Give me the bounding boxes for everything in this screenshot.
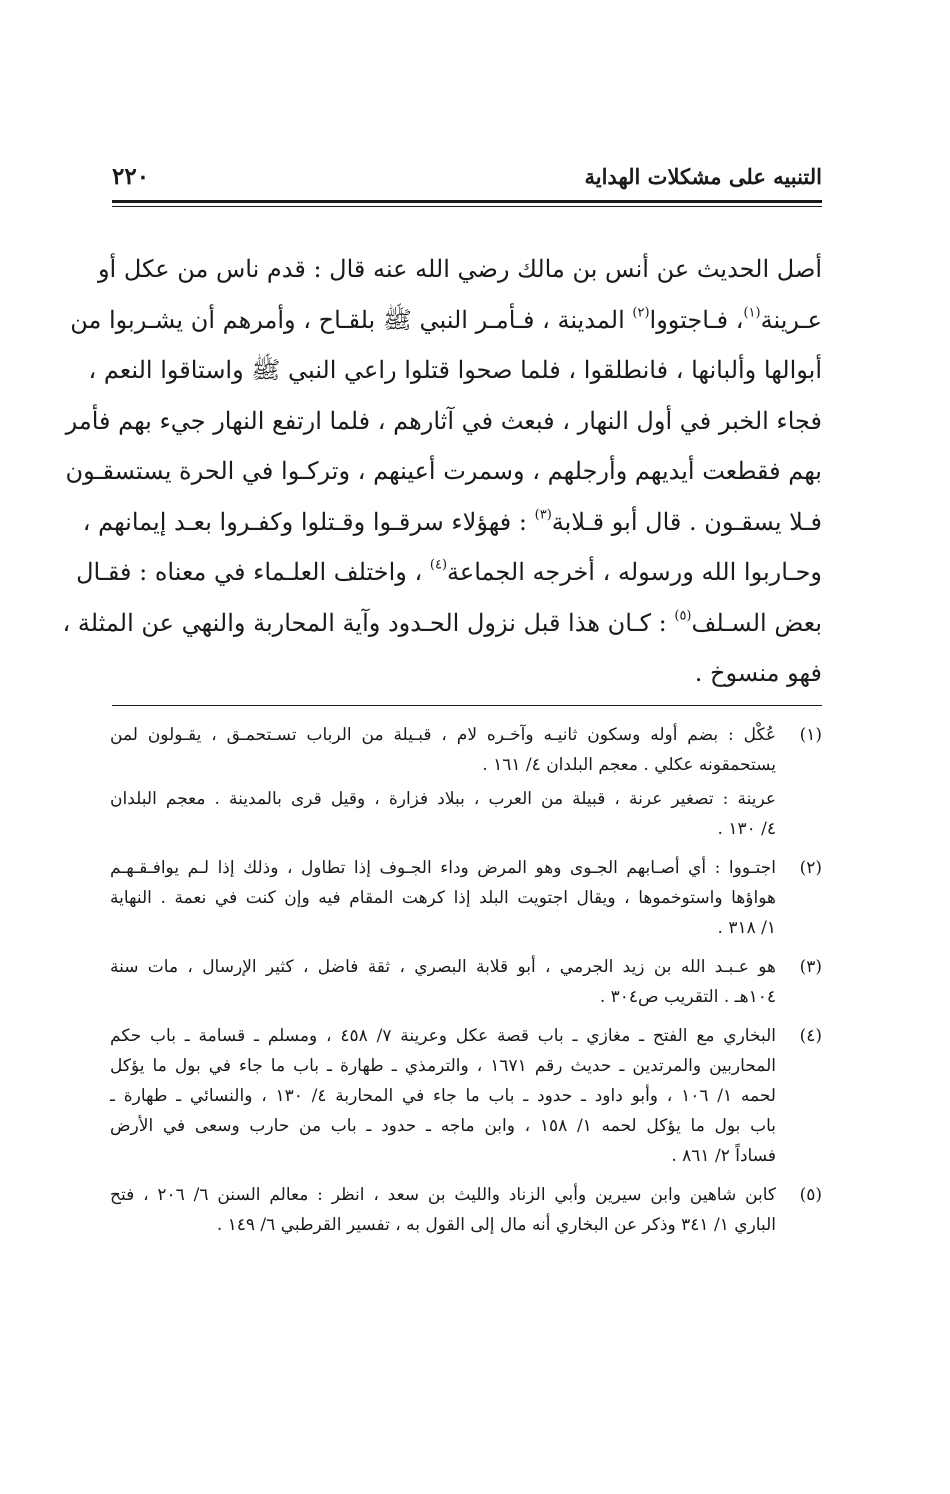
footnote-line: هو عـبـد الله بن زيد الجرمي ، أبو قلابة البصري ، ثقة فاضل ، كثير الإرسال ، مات سنة: [110, 957, 776, 977]
footnote-line: ١٠٤هـ . التقريب ص٣٠٤ .: [599, 987, 776, 1007]
main-line: وحـاربوا الله ورسوله ، أخرجه الجماعة$^{(٤)}$ ، واختلف العلـماء في معناه : فقـال: [76, 557, 822, 586]
footnote-line: ١/ ٣١٨ .: [717, 918, 776, 938]
footnote-line: عرينة : تصغير عرنة ، قبيلة من العرب ، ببلاد فزارة ، وقيل قرى بالمدينة . معجم البلدان: [110, 789, 776, 809]
footnote-number: (١): [799, 725, 822, 745]
footnote-line: باب بول ما يؤكل لحمه ١/ ١٥٨ ، وابن ماجه ـ حدود ـ باب من حارب وسعى في الأرض: [110, 1116, 776, 1136]
main-line: فجاء الخبر في أول النهار ، فبعث في آثارهم ، فلما ارتفع النهار جيء بهم فأمر: [65, 406, 822, 435]
main-text-body: [62, 244, 822, 699]
running-header: [112, 160, 822, 194]
footnote-line: المحاربين والمرتدين ـ حديث رقم ١٦٧١ ، والترمذي ـ طهارة ـ باب ما جاء في بول ما يؤكل: [110, 1056, 776, 1076]
footnote-number: (٤): [799, 1026, 822, 1046]
footnotes-section: [110, 720, 822, 1249]
main-line: بهم فقطعت أيديهم وأرجلهم ، وسمرت أعينهم ، وتركـوا في الحرة يستسقـون: [65, 457, 822, 485]
footnote-line: اجتـووا : أي أصـابهم الجـوى وهو المرض وداء الجـوف إذا تطاول ، وذلك إذا لـم يوافـقـهـم: [110, 858, 776, 878]
footnote-marker[interactable]: (٥): [674, 607, 692, 623]
footnote-number: (٥): [799, 1185, 822, 1205]
footnote-marker[interactable]: (٣): [534, 506, 552, 522]
main-line: فـلا يسقـون . قال أبو قـلابة$^{(٣)}$ : فهؤلاء سرقـوا وقـتلوا وكفـروا بعـد إيمانهم ،: [82, 506, 822, 536]
footnote-line: البخاري مع الفتح ـ مغازي ـ باب قصة عكل وعرينة ٧/ ٤٥٨ ، ومسلم ـ قسامة ـ باب حكم: [110, 1026, 776, 1046]
footnote-line: لحمه ١/ ١٠٦ ، وأبو داود ـ حدود ـ باب ما جاء في المحاربة ٤/ ١٣٠ ، والنسائي ـ طهارة ـ: [110, 1086, 776, 1106]
footnote-marker[interactable]: (٢): [632, 304, 650, 320]
footnote-2: [110, 853, 822, 943]
footnote-5: [110, 1180, 822, 1240]
footnote-line: الباري ١/ ٣٤١ وذكر عن البخاري أنه مال إلى القول به ، تفسير القرطبي ٦/ ١٤٩ .: [216, 1215, 776, 1235]
footnote-line: يستحمقونه عكلي . معجم البلدان ٤/ ١٦١ .: [482, 755, 776, 775]
main-line: فهو منسوخ .: [694, 659, 822, 687]
header-title: التنبيه على مشكلات الهداية: [584, 164, 822, 189]
main-line: عـرينة$^{(١)}$، فـاجتووا$^{(٢)}$ المدينة ، فـأمـر النبي ﷺ بلقـاح ، وأمرهم أن يشـربوا من: [70, 304, 822, 334]
footnote-line: هواؤها واستوخموها ، ويقال اجتويت البلد إذا كرهت المقام فيه وإن كنت في نعمة . النهاية: [110, 888, 776, 908]
footnote-3: [110, 952, 822, 1012]
footnote-extra: [110, 784, 776, 844]
footnote-line: كابن شاهين وابن سيرين وأبي الزناد والليث بن سعد ، انظر : معالم السنن ٦/ ٢٠٦ ، فتح: [110, 1185, 777, 1205]
main-line: أبوالها وألبانها ، فانطلقوا ، فلما صحوا قتلوا راعي النبي ﷺ واستاقوا النعم ،: [88, 356, 822, 384]
footnote-separator: [112, 705, 822, 706]
footnote-4: [110, 1021, 822, 1171]
header-rule-thick: [112, 200, 822, 203]
footnote-number: (٣): [799, 957, 822, 977]
footnote-1: [110, 720, 822, 844]
main-line: بعض السـلف$^{(٥)}$ : كـان هذا قبل نزول الحـدود وآية المحاربة والنهي عن المثلة ،: [62, 607, 822, 637]
footnote-marker[interactable]: (١): [743, 304, 761, 320]
page-number: ٢٢٠: [112, 163, 150, 190]
footnote-line: فساداً ٢/ ٨٦١ .: [671, 1146, 776, 1166]
footnote-line: عُكْل : بضم أوله وسكون ثانيـه وآخـره لام ، قبـيلة من الرباب تسـتحمـق ، يقـولون لمن: [110, 725, 776, 745]
footnote-line: ٤/ ١٣٠ .: [717, 819, 776, 839]
footnote-number: (٢): [799, 858, 822, 878]
header-rule-thin: [112, 206, 822, 207]
footnote-marker[interactable]: (٤): [429, 557, 448, 573]
main-line: أصل الحديث عن أنس بن مالك رضي الله عنه قال : قدم ناس من عكل أو: [97, 255, 822, 283]
